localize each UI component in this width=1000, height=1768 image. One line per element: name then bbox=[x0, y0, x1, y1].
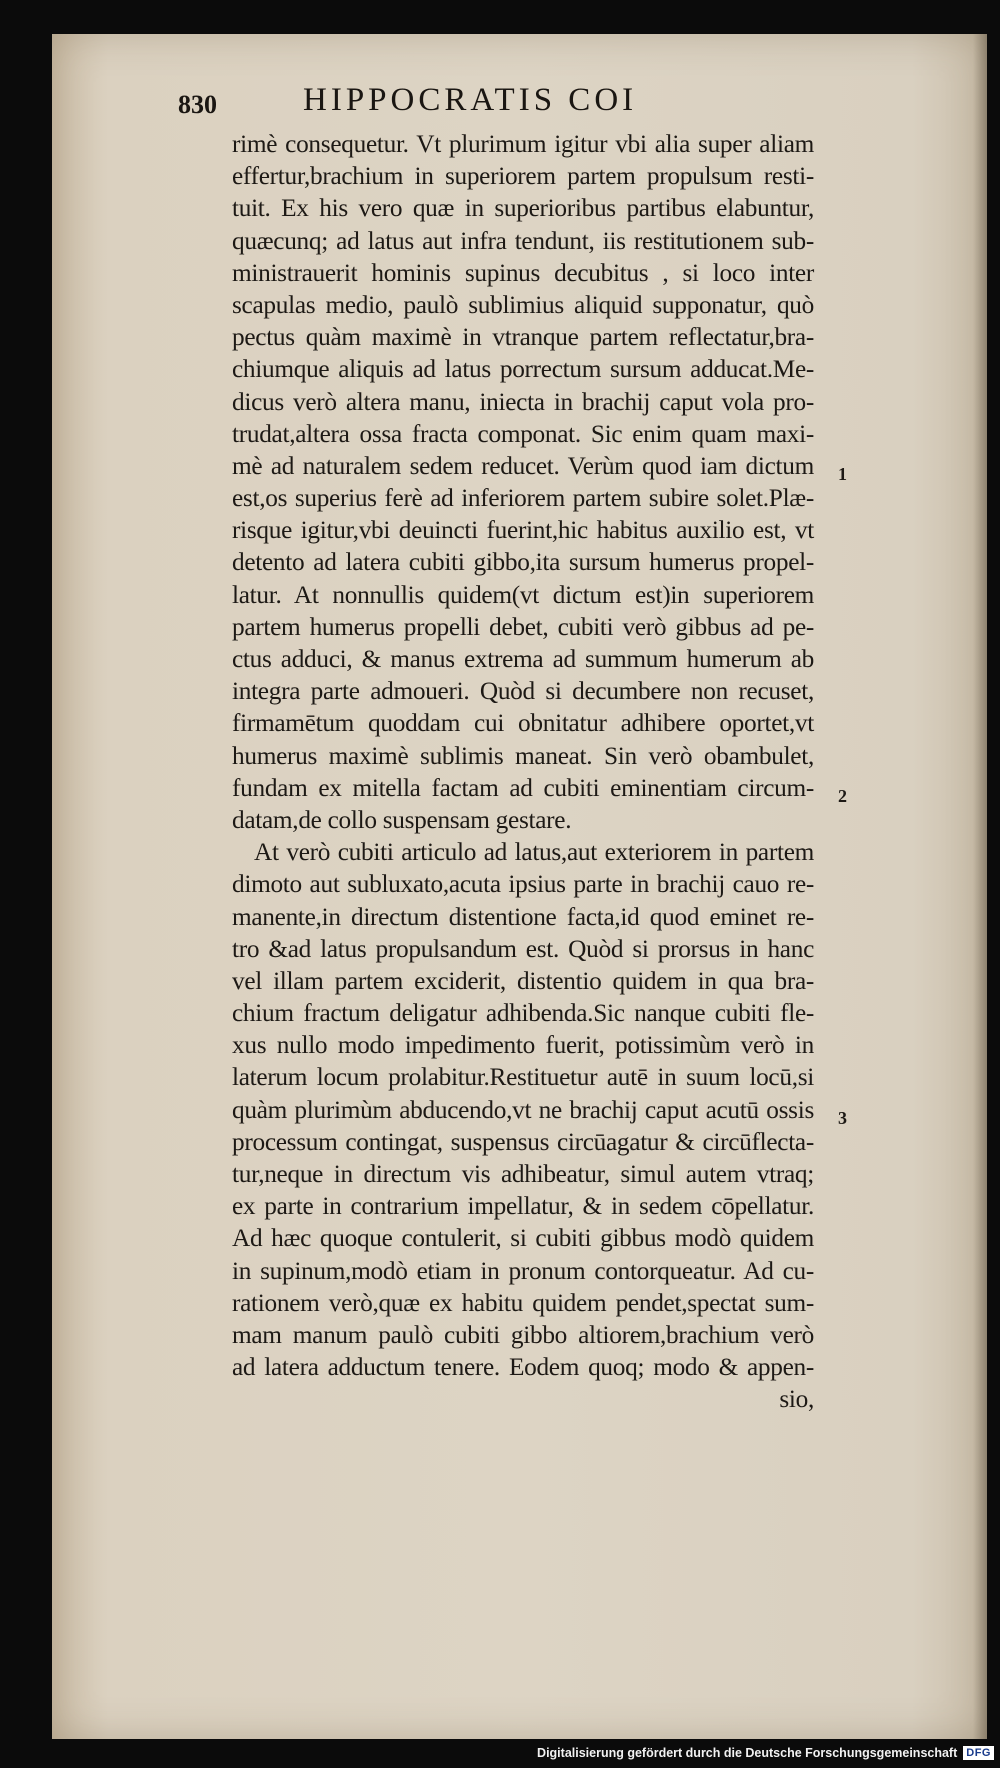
text-line: est,os superius ferè ad inferiorem partem subire solet.Plæ- bbox=[232, 484, 814, 513]
text-line: tro &ad latus propulsandum est. Quòd si prorsus in hanc bbox=[232, 934, 814, 963]
text-line: integra parte admoueri. Quòd si decumbere non recuset, bbox=[232, 677, 814, 706]
text-line: humerus maximè sublimis maneat. Sin verò obambulet, bbox=[232, 741, 814, 770]
catchword: sio, bbox=[779, 1385, 814, 1414]
text-line: detento ad latera cubiti gibbo,ita sursum humerus propel- bbox=[232, 548, 814, 577]
text-line: xus nullo modo impedimento fuerit, potissimùm verò in bbox=[232, 1031, 814, 1060]
page-edge-shadow bbox=[973, 34, 987, 1739]
digitization-credit bbox=[537, 1742, 994, 1764]
margin-note-1: 1 bbox=[838, 464, 847, 484]
text-line: risque igitur,vbi deuincti fuerint,hic habitus auxilio est, vt bbox=[232, 516, 814, 545]
text-line: partem humerus propelli debet, cubiti verò gibbus ad pe- bbox=[232, 612, 814, 641]
text-line: vel illam partem exciderit, distentio quidem in qua bra- bbox=[232, 966, 814, 995]
text-line: rimè consequetur. Vt plurimum igitur vbi alia super aliam bbox=[232, 130, 814, 158]
text-line: chium fractum deligatur adhibenda.Sic nanque cubiti fle- bbox=[232, 999, 814, 1028]
text-line: dicus verò altera manu, iniecta in brachij caput vola pro- bbox=[232, 387, 814, 416]
text-line: mè ad naturalem sedem reducet. Verùm quod iam dictum bbox=[232, 451, 814, 480]
text-line: ad latera adductum tenere. Eodem quoq; modo & appen- bbox=[232, 1353, 814, 1382]
text-line: fundam ex mitella factam ad cubiti eminentiam circum- bbox=[232, 773, 814, 802]
text-line: laterum locum prolabitur.Restituetur autē in suum locū,si bbox=[232, 1063, 814, 1092]
body-text bbox=[232, 128, 814, 1416]
text-line: latur. At nonnullis quidem(vt dictum est)in superiorem bbox=[232, 580, 814, 609]
running-title: HIPPOCRATIS COI bbox=[303, 82, 638, 118]
text-line: quæcunq; ad latus aut infra tendunt, iis restitutionem sub- bbox=[232, 226, 814, 255]
credit-text: Digitalisierung gefördert durch die Deutsche Forschungsgemeinschaft bbox=[537, 1746, 958, 1760]
text-line: tuit. Ex his vero quæ in superioribus partibus elabuntur, bbox=[232, 194, 814, 223]
text-line: rationem verò,quæ ex habitu quidem pendet,spectat sum- bbox=[232, 1288, 814, 1317]
dfg-logo: DFG bbox=[963, 1746, 994, 1760]
text-line: mam manum paulò cubiti gibbo altiorem,brachium verò bbox=[232, 1320, 814, 1349]
text-line: dimoto aut subluxato,acuta ipsius parte in brachij cauo re- bbox=[232, 870, 814, 899]
text-line: scapulas medio, paulò sublimius aliquid supponatur, quò bbox=[232, 290, 814, 319]
text-line: effertur,brachium in superiorem partem propulsum resti- bbox=[232, 162, 814, 191]
text-line: ex parte in contrarium impellatur, & in sedem cōpellatur. bbox=[232, 1192, 814, 1221]
text-line: ctus adduci, & manus extrema ad summum humerum ab bbox=[232, 645, 814, 673]
text-line: processum contingat, suspensus circūagatur & circūflecta- bbox=[232, 1127, 814, 1156]
margin-note-3: 3 bbox=[838, 1108, 847, 1128]
text-line: pectus quàm maximè in vtranque partem reflectatur,bra- bbox=[232, 323, 814, 352]
text-line: trudat,altera ossa fracta componat. Sic enim quam maxi- bbox=[232, 419, 814, 448]
page-number: 830 bbox=[178, 90, 217, 119]
text-line: firmamētum quoddam cui obnitatur adhibere oportet,vt bbox=[232, 709, 814, 738]
text-line: in supinum,modò etiam in pronum contorqueatur. Ad cu- bbox=[232, 1256, 814, 1285]
page-header bbox=[178, 82, 818, 128]
text-line: manente,in directum distentione facta,id quod eminet re- bbox=[232, 902, 814, 931]
text-line: ministrauerit hominis supinus decubitus , si loco inter bbox=[232, 258, 814, 287]
text-line-paragraph-end: datam,de collo suspensam gestare. bbox=[232, 805, 572, 834]
text-line-paragraph-start: At verò cubiti articulo ad latus,aut exteriorem in partem bbox=[254, 838, 814, 867]
text-line: tur,neque in directum vis adhibeatur, simul autem vtraq; bbox=[232, 1160, 814, 1188]
text-line: quàm plurimùm abducendo,vt ne brachij caput acutū ossis bbox=[232, 1095, 814, 1124]
text-line: chiumque aliquis ad latus porrectum sursum adducat.Me- bbox=[232, 355, 814, 384]
text-line: Ad hæc quoque contulerit, si cubiti gibbus modò quidem bbox=[232, 1224, 814, 1253]
margin-note-2: 2 bbox=[838, 786, 847, 806]
